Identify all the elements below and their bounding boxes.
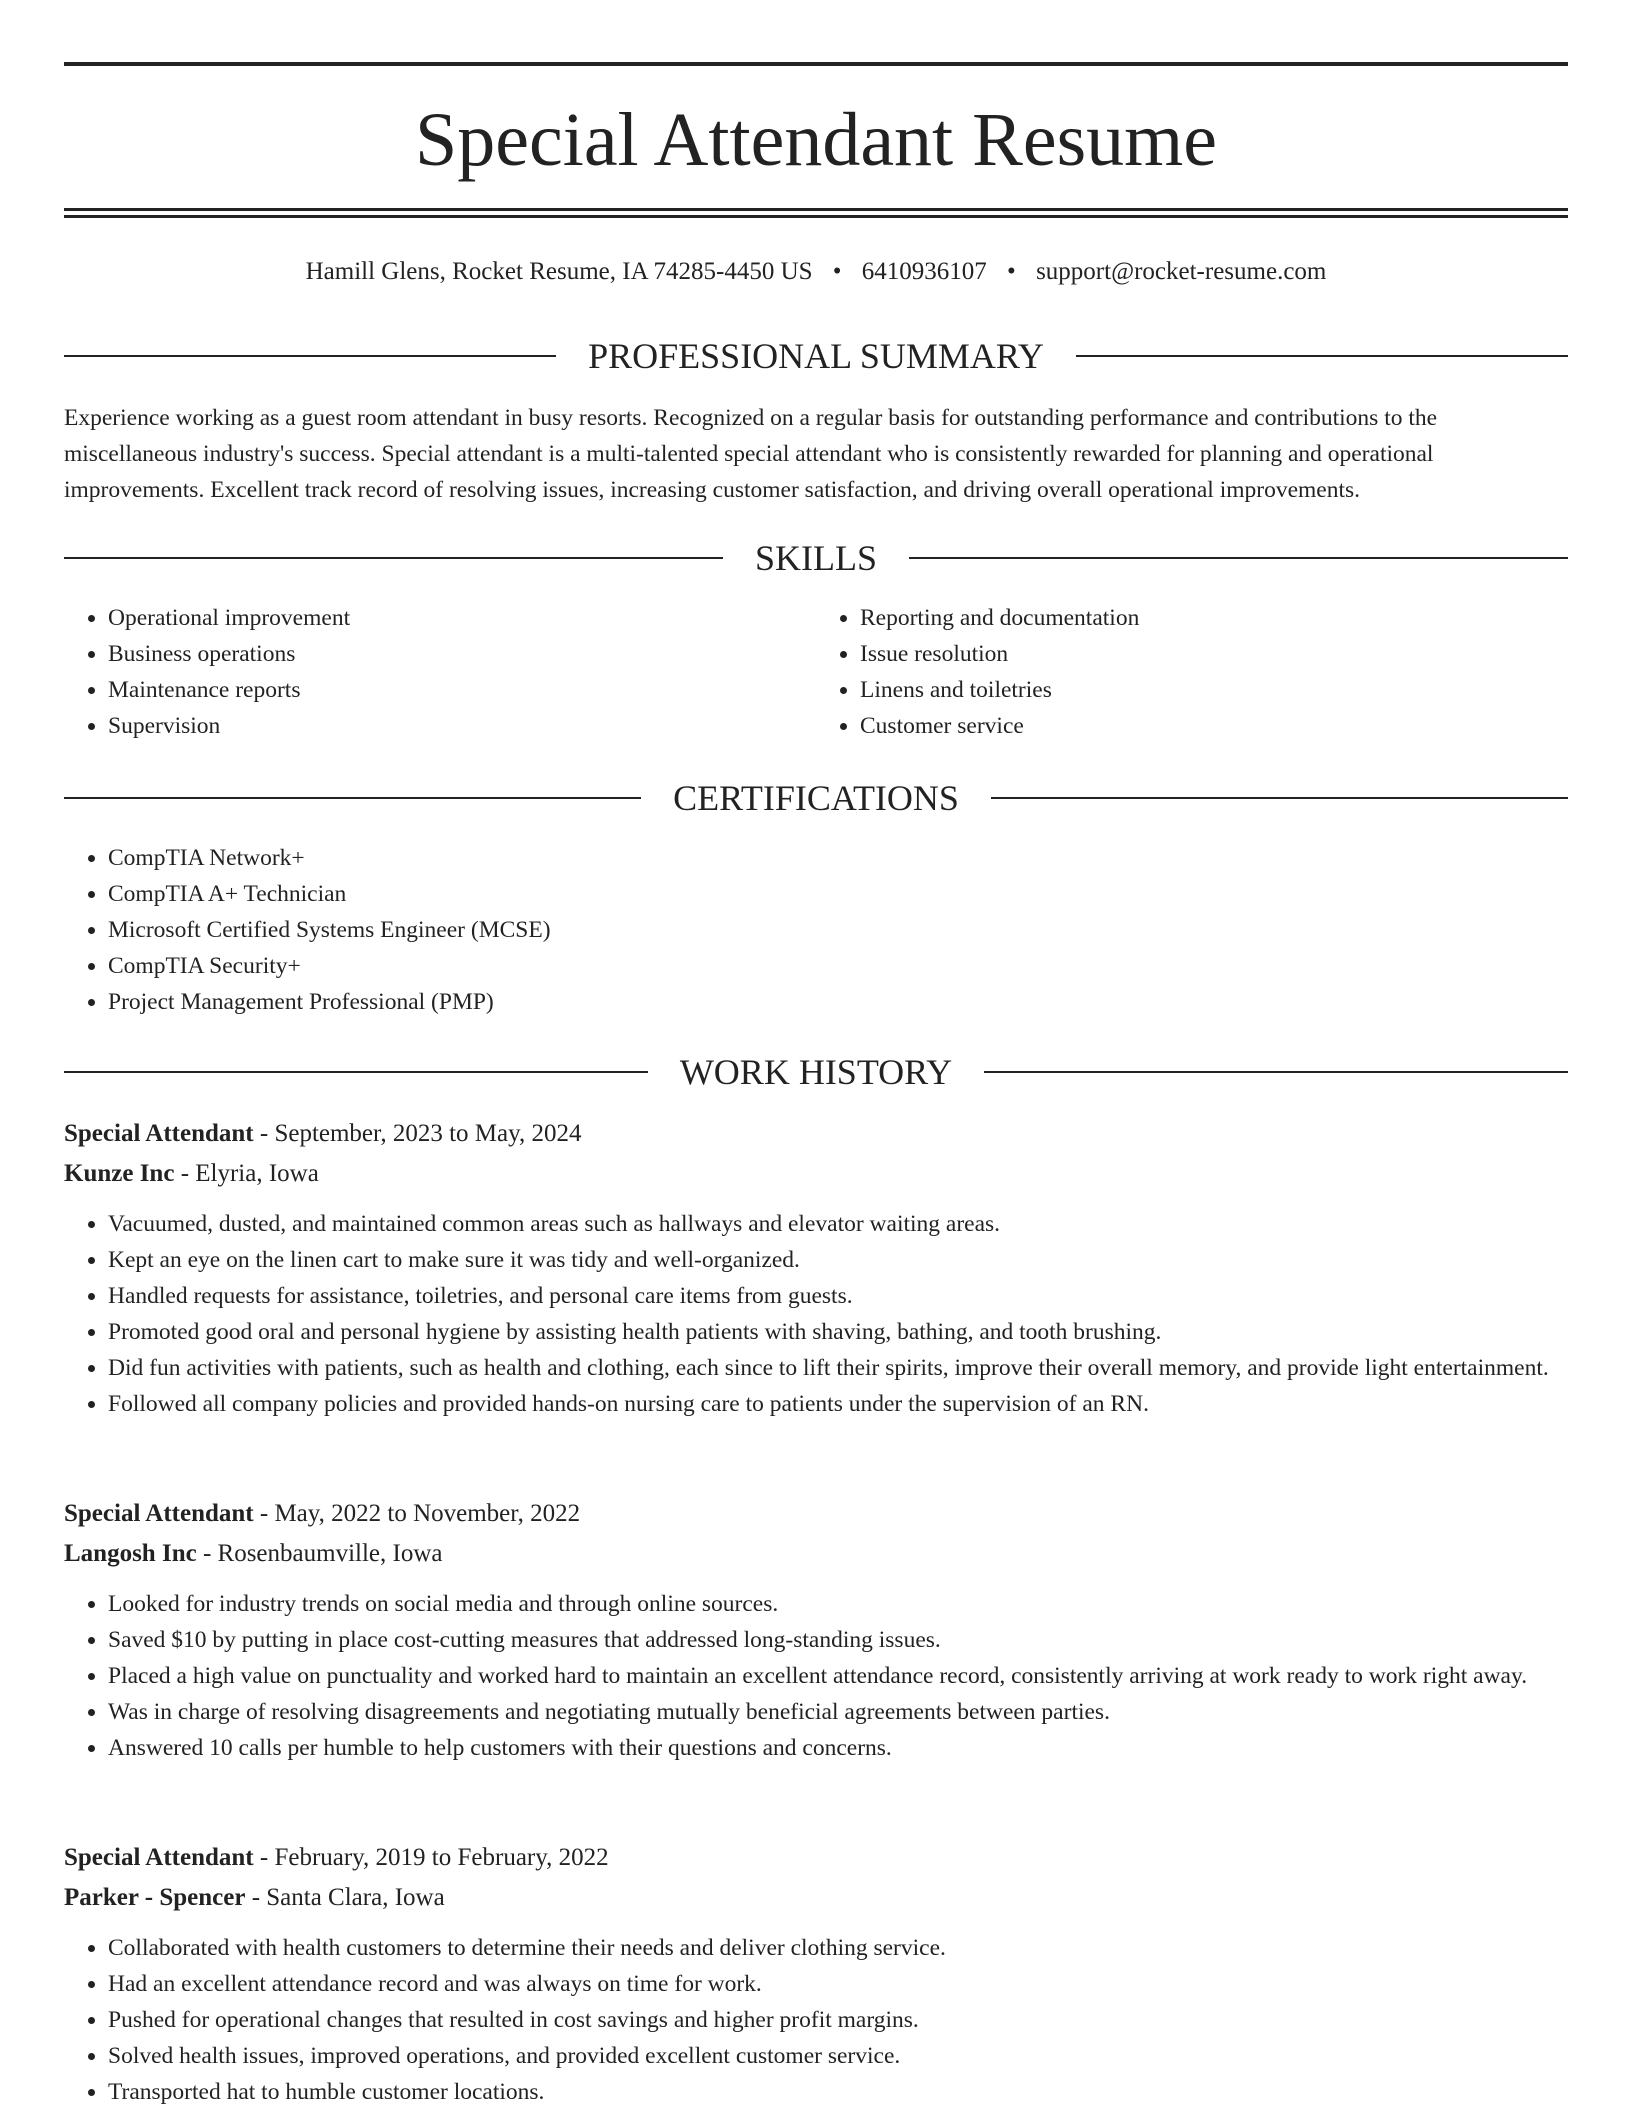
certifications-heading-text: CERTIFICATIONS: [673, 778, 959, 818]
heading-rule-right: [1076, 355, 1568, 357]
duty-item: • Collaborated with health customers to determine their needs and deliver clothing service.: [108, 1930, 1568, 1966]
title-rule-lower: [64, 215, 1568, 218]
title-rule-upper: [64, 208, 1568, 211]
duty-item: • Handled requests for assistance, toiletries, and personal care items from guests.: [108, 1278, 1568, 1314]
duty-item: • Followed all company policies and provided hands-on nursing care to patients under the supervision of an RN.: [108, 1386, 1568, 1422]
skill-item: • Linens and toiletries: [860, 672, 1568, 708]
skill-item: • Business operations: [108, 636, 816, 672]
job-company: Kunze Inc: [64, 1160, 175, 1187]
summary-heading: [64, 336, 1568, 376]
skill-item: • Reporting and documentation: [860, 600, 1568, 636]
certification-item: • Microsoft Certified Systems Engineer (MCSE): [108, 912, 1568, 948]
duty-item: • Kept an eye on the linen cart to make sure it was tidy and well-organized.: [108, 1242, 1568, 1278]
duty-item: • Did fun activities with patients, such as health and clothing, each since to lift their spirits, improve their overall memory, and provide light entertainment.: [108, 1350, 1568, 1386]
job-duties: [64, 1930, 1568, 2110]
duty-item: • Promoted good oral and personal hygiene by assisting health patients with shaving, bathing, and tooth brushing.: [108, 1314, 1568, 1350]
duty-item: • Pushed for operational changes that resulted in cost savings and higher profit margins.: [108, 2002, 1568, 2038]
page-title: Special Attendant Resume: [414, 98, 1218, 182]
heading-rule-left: [64, 797, 641, 799]
job-duties: [64, 1206, 1568, 1422]
duty-item: • Was in charge of resolving disagreements and negotiating mutually beneficial agreements between parties.: [108, 1694, 1568, 1730]
heading-rule-right: [991, 797, 1568, 799]
certifications-list: [64, 840, 1568, 1020]
certification-item: • CompTIA Network+: [108, 840, 1568, 876]
duty-item: • Solved health issues, improved operations, and provided excellent customer service.: [108, 2038, 1568, 2074]
skill-item: • Maintenance reports: [108, 672, 816, 708]
certification-item: • CompTIA Security+: [108, 948, 1568, 984]
skills-column-right: [816, 600, 1568, 744]
duty-item: • Had an excellent attendance record and was always on time for work.: [108, 1966, 1568, 2002]
skill-item: • Customer service: [860, 708, 1568, 744]
job-role-line: Special Attendant - May, 2022 to November, 2022: [64, 1500, 581, 1527]
job-company: Langosh Inc: [64, 1540, 197, 1567]
job-entry: [64, 1494, 1568, 1766]
contact-email: support@rocket-resume.com: [1036, 258, 1327, 285]
certification-item: • Project Management Professional (PMP): [108, 984, 1568, 1020]
heading-rule-left: [64, 355, 556, 357]
skills-heading-text: SKILLS: [755, 538, 878, 578]
skill-item: • Issue resolution: [860, 636, 1568, 672]
job-location: Rosenbaumville, Iowa: [217, 1540, 443, 1567]
job-dates: February, 2019 to February, 2022: [274, 1844, 609, 1871]
work-history-heading-text: WORK HISTORY: [679, 1052, 953, 1092]
job-location: Santa Clara, Iowa: [266, 1884, 445, 1911]
heading-rule-right: [909, 557, 1568, 559]
skills-heading: [64, 538, 1568, 578]
job-title: Special Attendant: [64, 1120, 254, 1147]
job-company-line: Parker - Spencer - Santa Clara, Iowa: [64, 1884, 445, 1911]
duty-item: • Saved $10 by putting in place cost-cutting measures that addressed long-standing issues.: [108, 1622, 1568, 1658]
top-rule: [64, 62, 1568, 66]
job-location: Elyria, Iowa: [195, 1160, 319, 1187]
duty-item: • Transported hat to humble customer locations.: [108, 2074, 1568, 2110]
job-entry: [64, 1838, 1568, 2110]
duty-item: • Vacuumed, dusted, and maintained common areas such as hallways and elevator waiting areas.: [108, 1206, 1568, 1242]
contact-phone: 6410936107: [861, 258, 987, 285]
job-role-line: Special Attendant - September, 2023 to May, 2024: [64, 1120, 582, 1147]
heading-rule-right: [984, 1071, 1568, 1073]
contact-separator: •: [1007, 258, 1016, 285]
job-company-line: Langosh Inc - Rosenbaumville, Iowa: [64, 1540, 443, 1567]
skill-item: • Operational improvement: [108, 600, 816, 636]
certification-item: • CompTIA A+ Technician: [108, 876, 1568, 912]
contact-address: Hamill Glens, Rocket Resume, IA 74285-4450 US: [305, 258, 813, 285]
job-duties: [64, 1586, 1568, 1766]
skills-list: [64, 600, 1568, 744]
duty-item: • Looked for industry trends on social media and through online sources.: [108, 1586, 1568, 1622]
summary-text: Experience working as a guest room attendant in busy resorts. Recognized on a regular basis for outstanding performance and contributions to the miscellaneous industry's success. Special attendant is a multi-talented special attendant who is consistently rewarded for planning and operational improvements. Excellent track record of resolving issues, increasing customer satisfaction, and driving overall operational improvements.: [64, 405, 1438, 503]
job-company: Parker - Spencer: [64, 1884, 246, 1911]
job-title: Special Attendant: [64, 1500, 254, 1527]
duty-item: • Placed a high value on punctuality and worked hard to maintain an excellent attendance record, consistently arriving at work ready to work right away.: [108, 1658, 1568, 1694]
summary-heading-text: PROFESSIONAL SUMMARY: [588, 336, 1044, 376]
duty-item: • Answered 10 calls per humble to help customers with their questions and concerns.: [108, 1730, 1568, 1766]
job-entry: [64, 1114, 1568, 1422]
job-role-line: Special Attendant - February, 2019 to February, 2022: [64, 1844, 609, 1871]
skills-column-left: [64, 600, 816, 744]
certifications-heading: [64, 778, 1568, 818]
heading-rule-left: [64, 1071, 648, 1073]
job-title: Special Attendant: [64, 1844, 254, 1871]
contact-separator: •: [832, 258, 842, 285]
skill-item: • Supervision: [108, 708, 816, 744]
contact-line: [64, 254, 1568, 290]
work-history-heading: [64, 1052, 1568, 1092]
heading-rule-left: [64, 557, 723, 559]
job-dates: September, 2023 to May, 2024: [274, 1120, 582, 1147]
job-dates: May, 2022 to November, 2022: [274, 1500, 581, 1527]
job-company-line: Kunze Inc - Elyria, Iowa: [64, 1160, 319, 1187]
